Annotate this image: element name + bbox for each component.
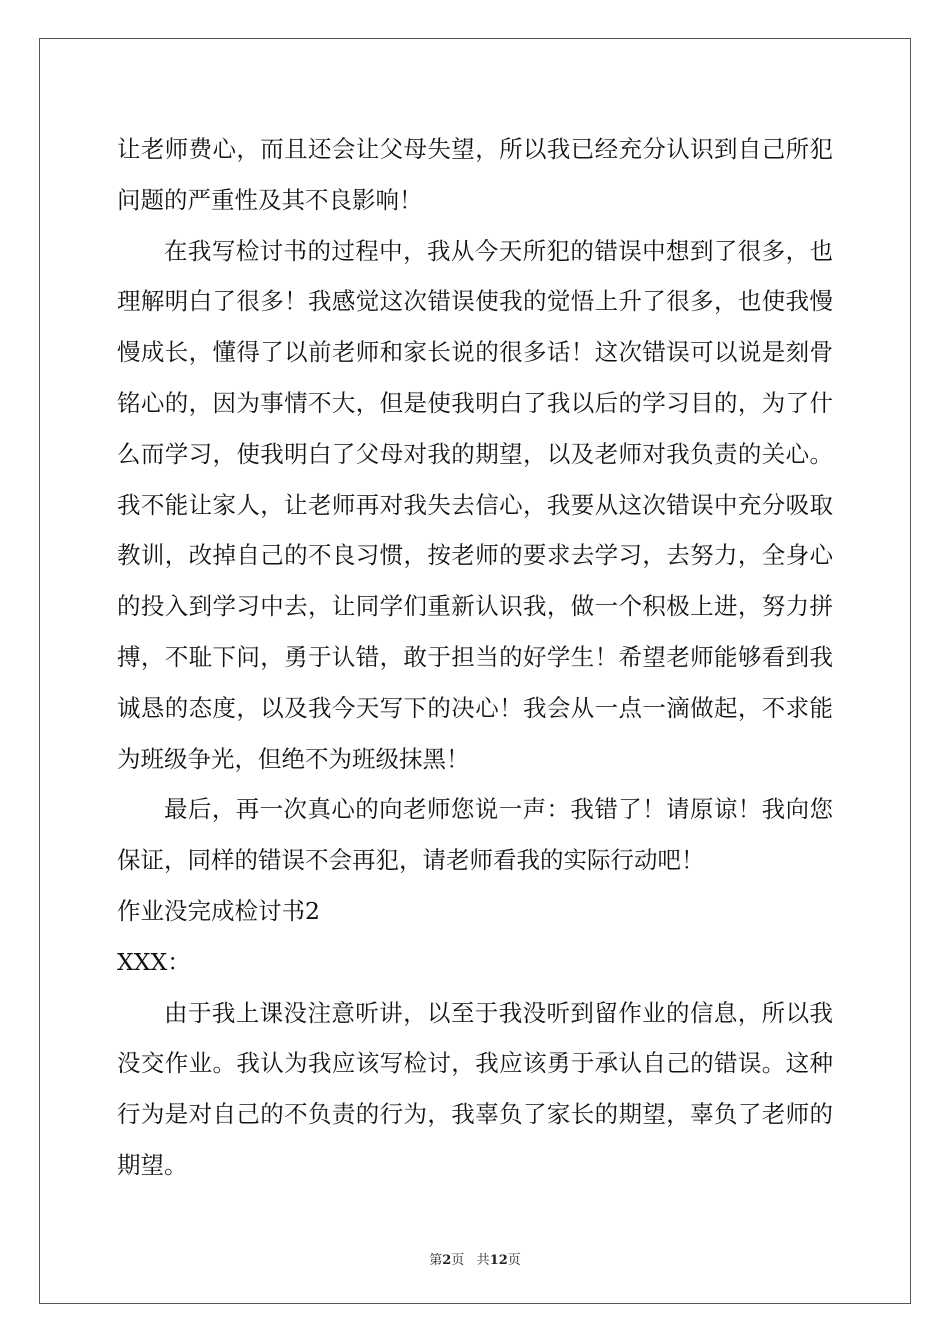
text-line: 为班级争光，但绝不为班级抹黑！: [117, 744, 470, 773]
total-pages: 12: [489, 1253, 508, 1268]
text-line: 搏，不耻下问，勇于认错，敢于担当的好学生！希望老师能够看到我: [117, 642, 833, 671]
footer-page-suffix: 页: [451, 1253, 465, 1268]
footer-total-prefix: 共: [476, 1253, 490, 1268]
text-line: 最后，再一次真心的向老师您说一声：我错了！请原谅！我向您: [164, 795, 833, 824]
text-line: 保证，同样的错误不会再犯，请老师看我的实际行动吧！: [117, 846, 705, 875]
text-line: 在我写检讨书的过程中，我从今天所犯的错误中想到了很多，也: [164, 236, 833, 265]
text-line: 理解明白了很多！我感觉这次错误使我的觉悟上升了很多，也使我慢: [117, 287, 833, 316]
document-body: [117, 124, 833, 1191]
text-line: 的投入到学习中去，让同学们重新认识我，做一个积极上进，努力拼: [117, 592, 833, 621]
text-line: 期望。: [117, 1150, 188, 1179]
section-title: 作业没完成检讨书2: [117, 896, 320, 925]
text-line: 让老师费心，而且还会让父母失望，所以我已经充分认识到自己所犯: [117, 135, 833, 163]
text-line: 铭心的，因为事情不大，但是使我明白了我以后的学习目的，为了什: [117, 388, 833, 417]
page-footer: [0, 1249, 950, 1268]
text-line: 教训，改掉自己的不良习惯，按老师的要求去学习，去努力，全身心: [117, 541, 833, 570]
text-line: 诚恳的态度，以及我今天写下的决心！我会从一点一滴做起，不求能: [117, 693, 833, 722]
text-line: 问题的严重性及其不良影响！: [117, 185, 423, 214]
salutation: XXX：: [117, 947, 191, 976]
text-line: 没交作业。我认为我应该写检讨，我应该勇于承认自己的错误。这种: [117, 1049, 833, 1078]
page-number: 2: [442, 1253, 452, 1268]
text-line: 由于我上课没注意听讲，以至于我没听到留作业的信息，所以我: [164, 998, 833, 1027]
text-line: 么而学习，使我明白了父母对我的期望，以及老师对我负责的关心。: [117, 439, 833, 468]
footer-prefix: 第: [429, 1253, 443, 1268]
text-line: 我不能让家人，让老师再对我失去信心，我要从这次错误中充分吸取: [117, 490, 833, 519]
text-line: 行为是对自己的不负责的行为，我辜负了家长的期望，辜负了老师的: [117, 1100, 833, 1129]
footer-total-suffix: 页: [507, 1253, 521, 1268]
text-line: 慢成长，懂得了以前老师和家长说的很多话！这次错误可以说是刻骨: [117, 338, 833, 367]
